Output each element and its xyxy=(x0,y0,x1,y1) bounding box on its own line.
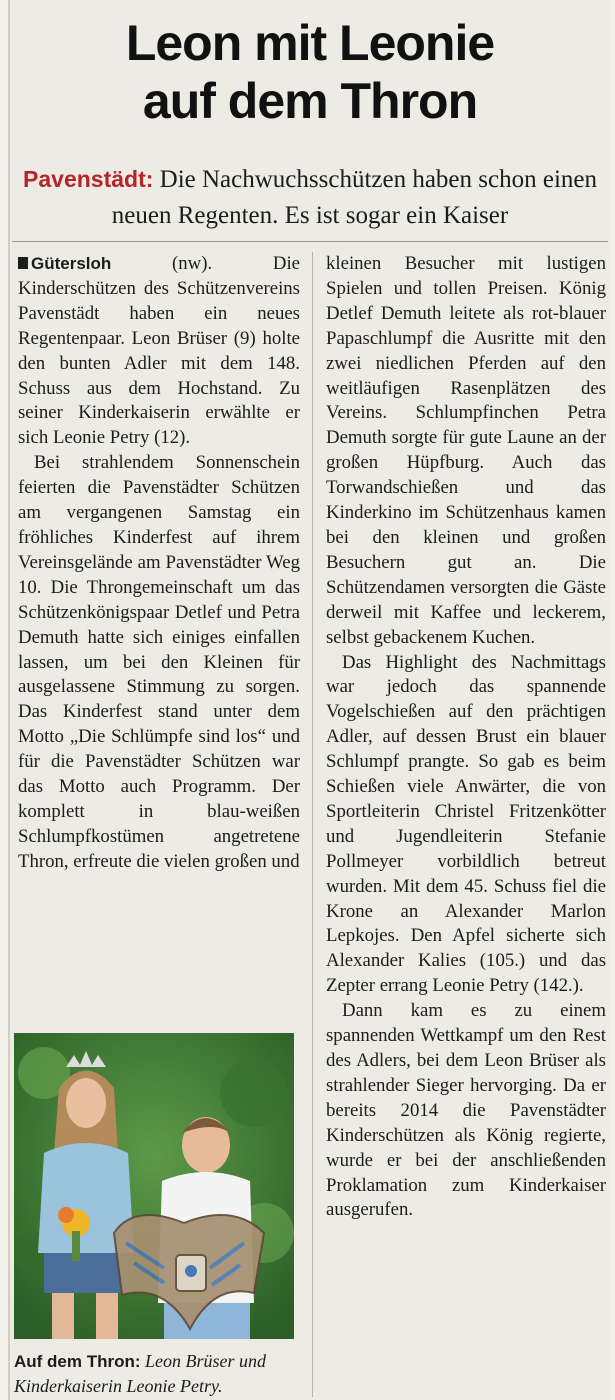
article-paragraph: Bei strahlendem Sonnenschein feierten die Pavenstädter Schützen am vergangenen Samstag ein fröhliches Kinderfest auf ihrem Vereinsgelände am Pavenstädter Weg 10. Die Throngemeinschaft um das Schützenkönigspaar Detlef und Petra Demuth hatte sich einiges einfallen lassen, um bei den Kleinen für ausgelassene Stimmung zu sorgen. Das Kinderfest stand unter dem Motto „Die Schlümpfe sind los“ und für die Pavenstädter Schützen war das Motto auch Programm. Der komplett in blau-weißen Schlumpfkostümen angetretene Thron, erfreute die vielen großen und xyxy=(18,452,300,872)
headline-line-2: auf dem Thron xyxy=(142,73,478,129)
dateline-square-icon xyxy=(18,257,28,269)
header-rule xyxy=(12,241,608,242)
photo-illustration xyxy=(14,1033,294,1339)
newspaper-clipping xyxy=(8,0,610,1400)
article-column-right xyxy=(326,252,606,1223)
headline xyxy=(10,14,610,130)
headline-line-1: Leon mit Leonie xyxy=(125,15,495,71)
caption-text: Leon Brüser und Kinderkaiserin Leonie Petry. xyxy=(14,1351,267,1396)
article-photo xyxy=(14,1033,294,1339)
subheadline xyxy=(10,161,610,234)
column-divider xyxy=(312,252,313,1397)
dateline: Gütersloh xyxy=(31,254,112,273)
photo-caption xyxy=(14,1349,300,1398)
subheadline-place: Pavenstädt: xyxy=(23,166,154,192)
article-paragraph: Dann kam es zu einem spannenden Wettkampf um den Rest des Adlers, bei dem Leon Brüser als strahlender Sieger hervorging. Da er bereits 2014 die Pavenstädter Kinderschützen als König regierte, wurde er bei der anschließenden Proklamation zum Kinderkaiser ausgerufen. xyxy=(326,1000,606,1221)
article-paragraph: kleinen Besucher mit lustigen Spielen und tollen Preisen. König Detlef Demuth leitete als rot-blauer Papaschlumpf die Ausritte mit den zwei niedlichen Pferden auf den weitläufigen Rasenplätzen des Vereins. Schlumpfinchen Petra Demuth sorgte für gute Laune an der großen Hüpfburg. Auch das Torwandschießen und das Kinderkino im Schützenhaus kamen bei den kleinen und großen Besuchern gut an. Die Schützendamen versorgten die Gäste derweil mit Kaffee und leckerem, selbst gebackenem Kuchen. xyxy=(326,253,606,648)
article-paragraph xyxy=(18,252,300,451)
paragraph-text: (nw). Die Kinderschützen des Schützenvereins Pavenstädt haben ein neues Regentenpaar. Leon Brüser (9) holte den bunten Adler mit dem 148. Schuss aus dem Hochstand. Zu seiner Kinderkaiserin erwählte er sich Leonie Petry (12). xyxy=(18,253,300,449)
article-paragraph: Das Highlight des Nachmittags war jedoch das spannende Vogelschießen auf den prächtigen Adler, auf dessen Brust ein blauer Schlumpf prangte. So gab es beim Schießen viele Anwärter, die von Sportleiterin Christel Fritzenkötter und Jugendleiterin Stefanie Pollmeyer vorbildlich betreut wurden. Mit dem 45. Schuss fiel die Krone an Alexander Marlon Lepkojes. Den Apfel sicherte sich Alexander Kalies (105.) und das Zepter errang Leonie Petry (142.). xyxy=(326,651,606,997)
article-column-left xyxy=(18,252,300,875)
subheadline-text: Die Nachwuchsschützen haben schon einen neuen Regenten. Es ist sogar ein Kaiser xyxy=(111,166,597,229)
caption-label: Auf dem Thron: xyxy=(14,1352,141,1371)
